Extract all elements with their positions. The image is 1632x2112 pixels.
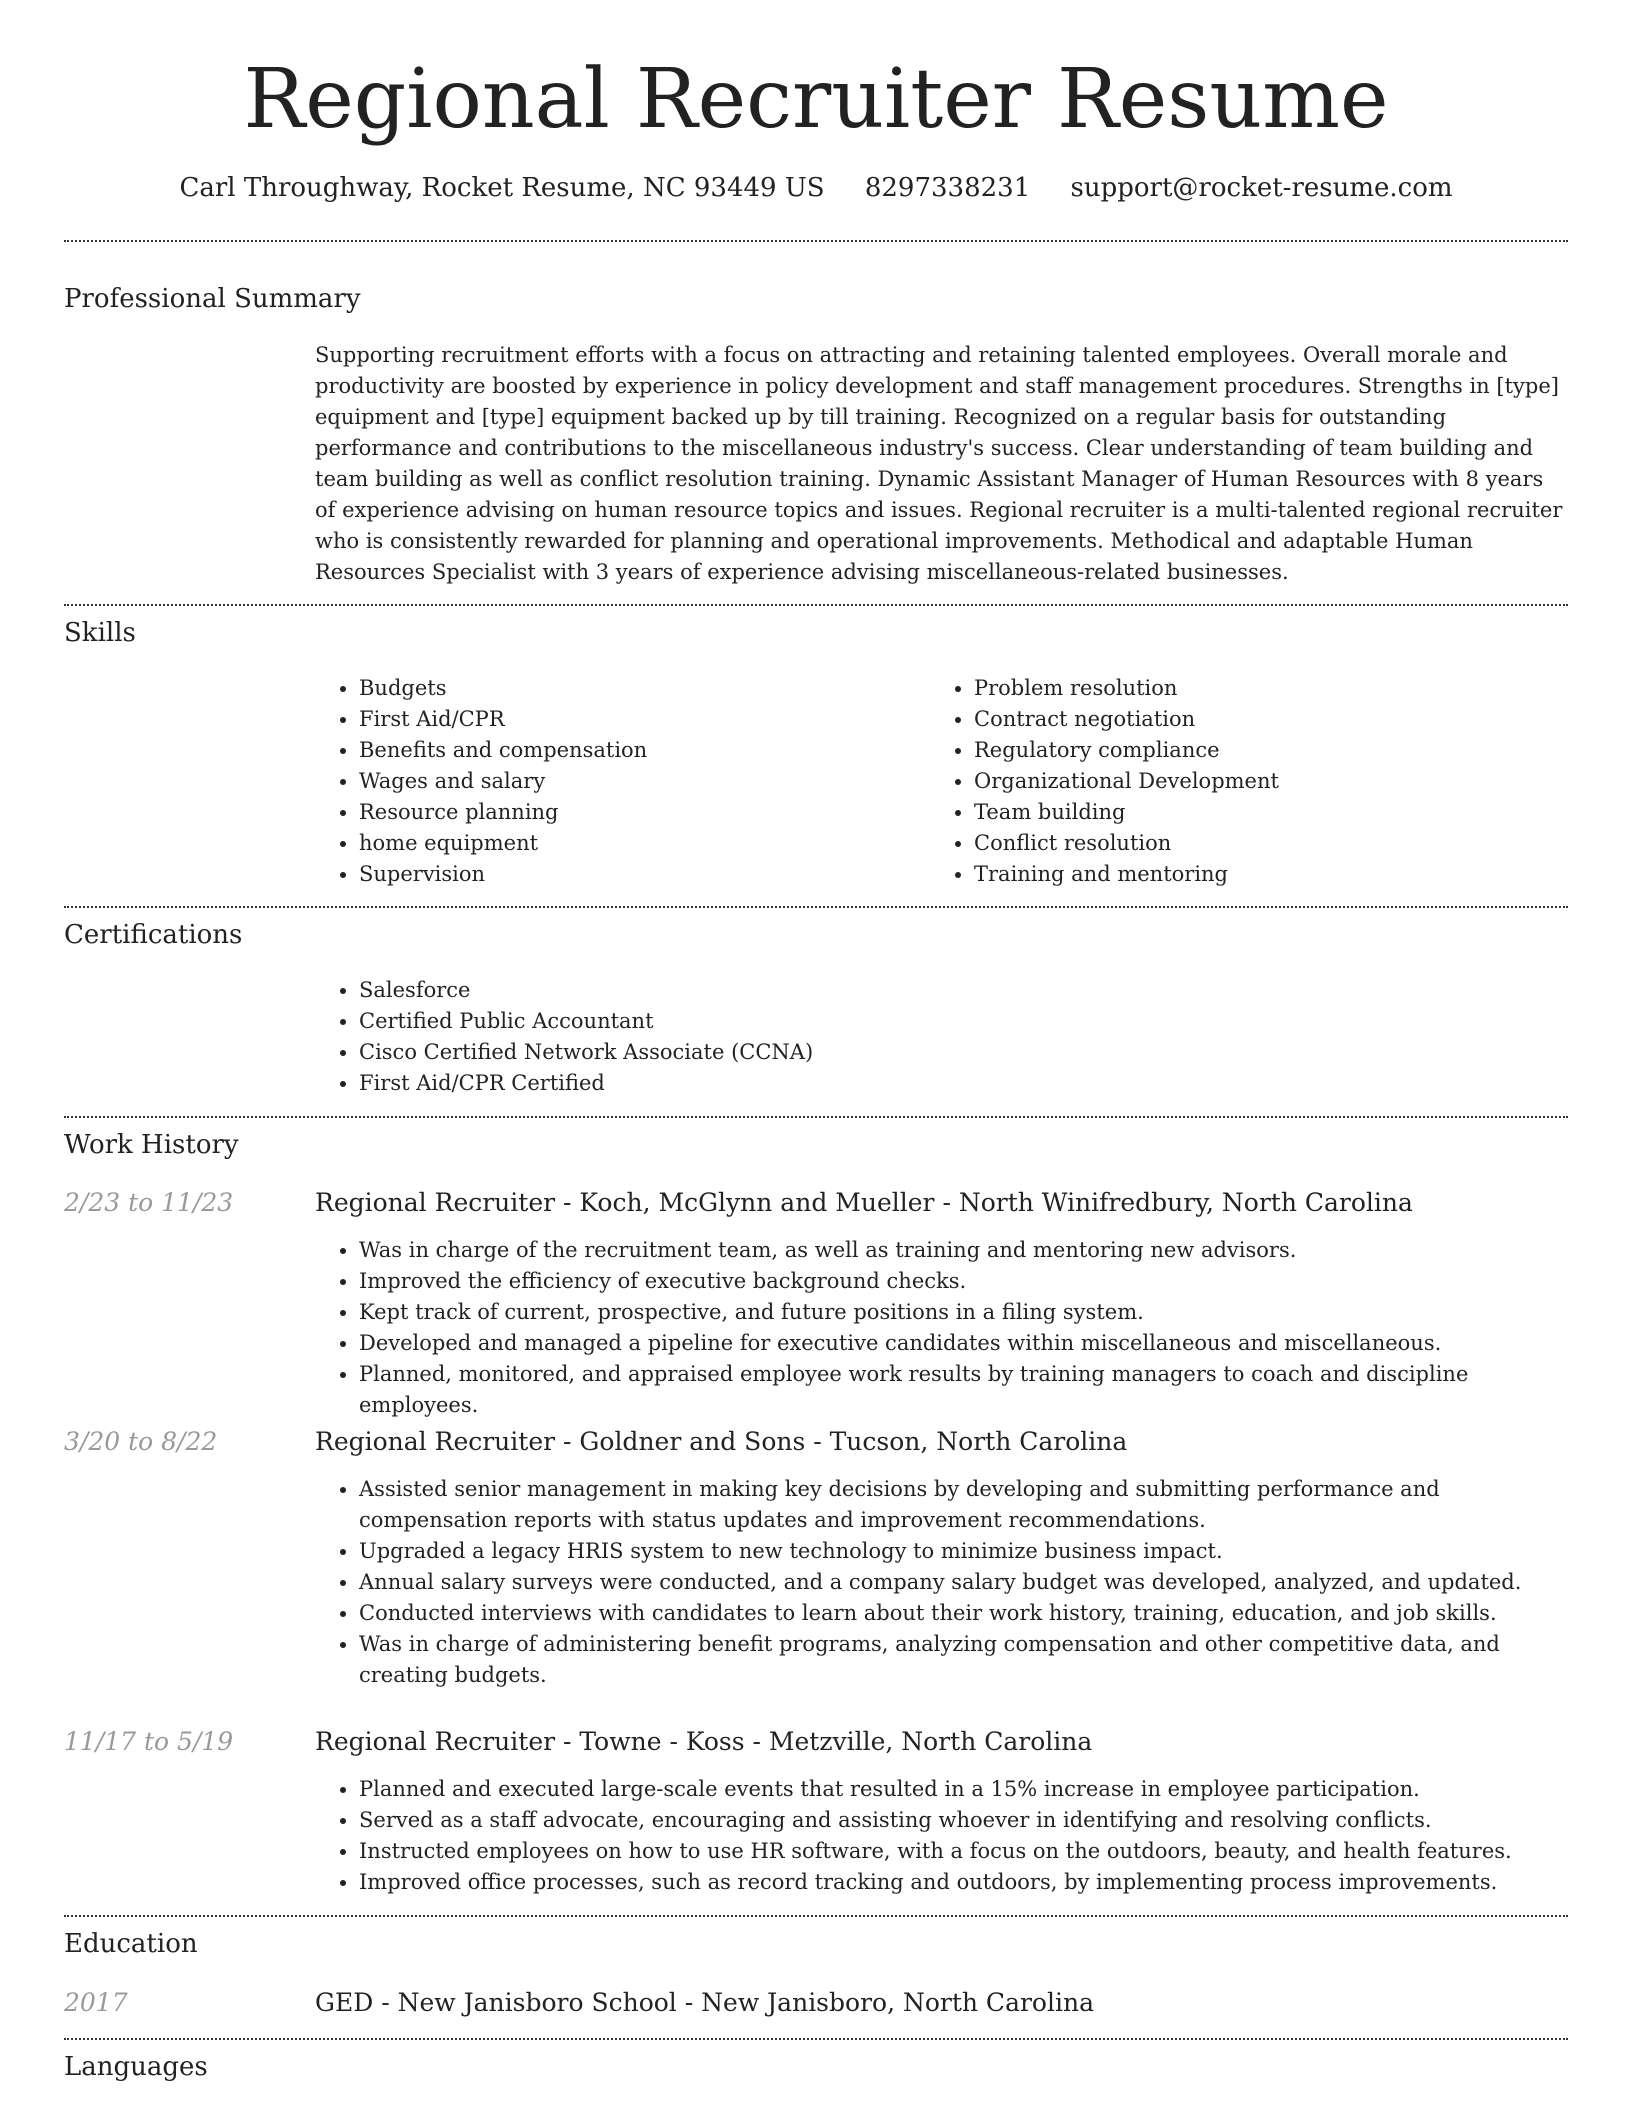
skills-list-right	[930, 673, 1574, 890]
skill-item: • Budgets	[359, 673, 919, 704]
job-bullet: • Was in charge of administering benefit programs, analyzing compensation and other competitive data, and creating budgets.	[359, 1629, 1568, 1691]
job-bullets	[315, 1774, 1568, 1898]
contact-line	[0, 170, 1632, 206]
job-title: Regional Recruiter - Towne - Koss - Metzville, North Carolina	[315, 1727, 1093, 1756]
skill-item: • Resource planning	[359, 797, 919, 828]
job-bullet: • Developed and managed a pipeline for executive candidates within miscellaneous and miscellaneous.	[359, 1328, 1568, 1359]
contact-phone: 8297338231	[864, 173, 1031, 203]
skill-item: • Contract negotiation	[974, 704, 1574, 735]
skill-item: • Training and mentoring	[974, 859, 1574, 890]
job-title: Regional Recruiter - Koch, McGlynn and Mueller - North Winifredbury, North Carolina	[315, 1188, 1413, 1217]
skills-list-left	[315, 673, 919, 890]
job-bullets	[315, 1235, 1568, 1421]
contact-email: support@rocket-resume.com	[1070, 173, 1453, 203]
skill-item: • Team building	[974, 797, 1574, 828]
job-bullet: • Was in charge of the recruitment team, as well as training and mentoring new advisors.	[359, 1235, 1568, 1266]
section-title-education: Education	[64, 1929, 198, 1959]
job-bullet: • Assisted senior management in making key decisions by developing and submitting performance and compensation reports with status updates and improvement recommendations.	[359, 1474, 1568, 1536]
certification-item: • Cisco Certified Network Associate (CCNA)	[359, 1037, 1559, 1068]
skill-item: • Organizational Development	[974, 766, 1574, 797]
skill-item: • First Aid/CPR	[359, 704, 919, 735]
resume-title: Regional Recruiter Resume	[243, 52, 1389, 147]
section-title-languages: Languages	[64, 2052, 208, 2082]
job-dates: 3/20 to 8/22	[64, 1427, 218, 1456]
section-title-work-history: Work History	[64, 1130, 239, 1160]
job-bullet: • Improved office processes, such as record tracking and outdoors, by implementing process improvements.	[359, 1867, 1568, 1898]
job-bullets	[315, 1474, 1568, 1691]
divider	[64, 1116, 1568, 1118]
divider	[64, 2038, 1568, 2040]
skill-item: • Problem resolution	[974, 673, 1574, 704]
job-bullet: • Served as a staff advocate, encouraging and assisting whoever in identifying and resolving conflicts.	[359, 1805, 1568, 1836]
education-year: 2017	[64, 1988, 128, 2017]
skill-item: • Conflict resolution	[974, 828, 1574, 859]
skill-item: • home equipment	[359, 828, 919, 859]
job-bullet: • Annual salary surveys were conducted, and a company salary budget was developed, analyzed, and updated.	[359, 1567, 1568, 1598]
certifications-list	[315, 975, 1559, 1099]
contact-address: Carl Throughway, Rocket Resume, NC 93449 US	[179, 173, 825, 203]
job-dates: 11/17 to 5/19	[64, 1727, 234, 1756]
job-title: Regional Recruiter - Goldner and Sons - Tucson, North Carolina	[315, 1427, 1128, 1456]
job-dates: 2/23 to 11/23	[64, 1188, 234, 1217]
job-bullet: • Planned, monitored, and appraised employee work results by training managers to coach and discipline employees.	[359, 1359, 1568, 1421]
education-entry: GED - New Janisboro School - New Janisboro, North Carolina	[315, 1988, 1094, 2017]
divider	[64, 604, 1568, 606]
certification-item: • Salesforce	[359, 975, 1559, 1006]
skill-item: • Wages and salary	[359, 766, 919, 797]
job-bullet: • Upgraded a legacy HRIS system to new technology to minimize business impact.	[359, 1536, 1568, 1567]
job-bullet: • Conducted interviews with candidates to learn about their work history, training, education, and job skills.	[359, 1598, 1568, 1629]
divider	[64, 240, 1568, 242]
section-title-certifications: Certifications	[64, 920, 243, 950]
divider	[64, 1915, 1568, 1917]
certification-item: • First Aid/CPR Certified	[359, 1068, 1559, 1099]
certification-item: • Certified Public Accountant	[359, 1006, 1559, 1037]
job-bullet: • Planned and executed large-scale events that resulted in a 15% increase in employee participation.	[359, 1774, 1568, 1805]
skill-item: • Supervision	[359, 859, 919, 890]
skill-item: • Regulatory compliance	[974, 735, 1574, 766]
section-title-summary: Professional Summary	[64, 284, 361, 314]
skill-item: • Benefits and compensation	[359, 735, 919, 766]
job-bullet: • Instructed employees on how to use HR software, with a focus on the outdoors, beauty, and health features.	[359, 1836, 1568, 1867]
summary-text: Supporting recruitment efforts with a focus on attracting and retaining talented employees. Overall morale and productivity are boosted by experience in policy development and staff management procedures. Strengths in [type] equipment and [type] equipment backed up by till training. Recognized on a regular basis for outstanding performance and contributions to the miscellaneous industry's success. Clear understanding of team building and team building as well as conflict resolution training. Dynamic Assistant Manager of Human Resources with 8 years of experience advising on human resource topics and issues. Regional recruiter is a multi-talented regional recruiter who is consistently rewarded for planning and operational improvements. Methodical and adaptable Human Resources Specialist with 3 years of experience advising miscellaneous-related businesses.	[315, 343, 1563, 584]
section-title-skills: Skills	[64, 618, 136, 648]
job-bullet: • Improved the efficiency of executive background checks.	[359, 1266, 1568, 1297]
job-bullet: • Kept track of current, prospective, and future positions in a filing system.	[359, 1297, 1568, 1328]
divider	[64, 906, 1568, 908]
